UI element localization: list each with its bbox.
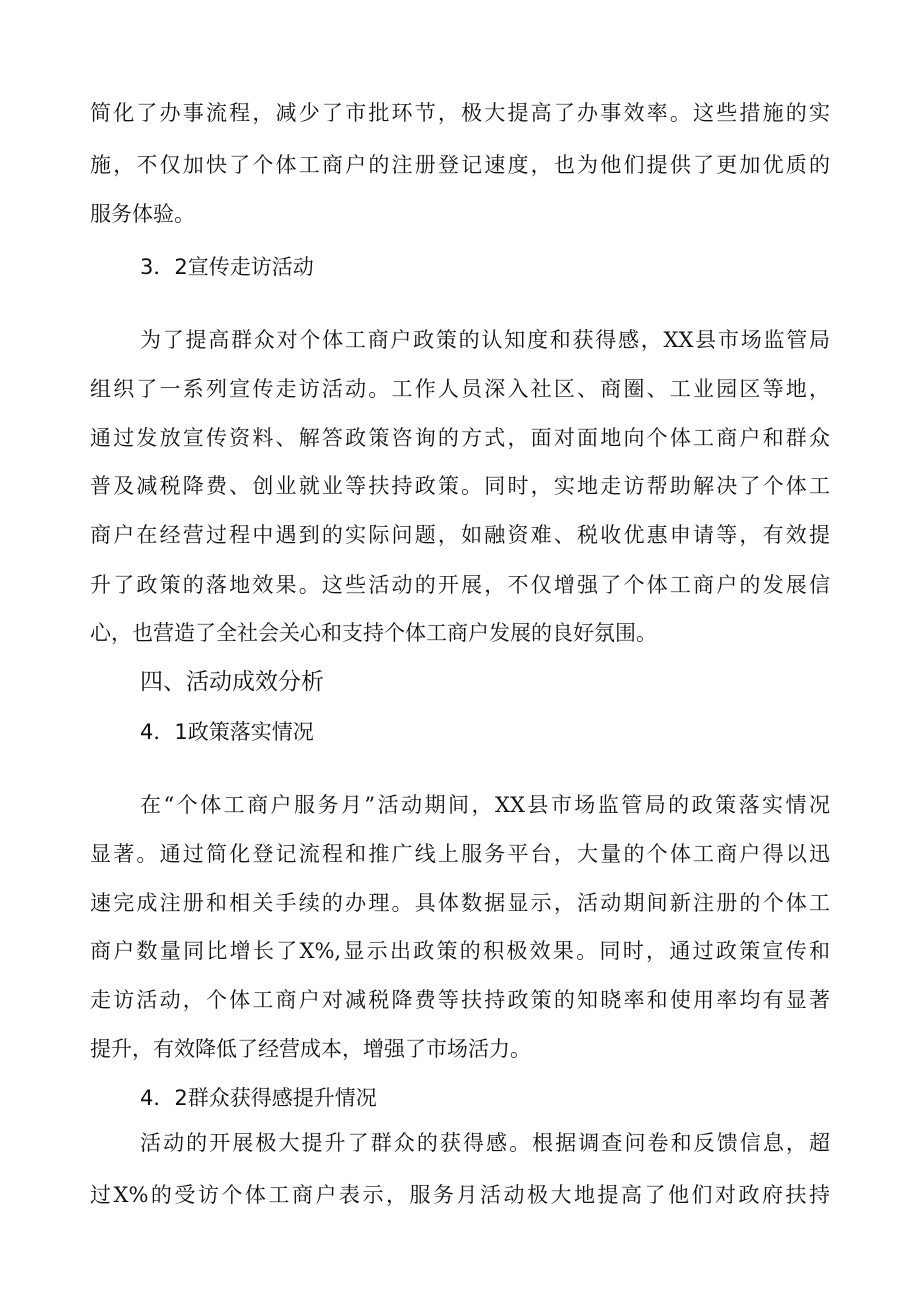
text-line: 商户在经营过程中遇到的实际问题，如融资难、税收优惠申请等，有效提 xyxy=(90,523,830,547)
text-line: 普及减税降费、创业就业等扶持政策。同时，实地走访帮助解决了个体工 xyxy=(90,474,830,498)
text-line: 显著。通过简化登记流程和推广线上服务平台，大量的个体工商户得以迅 xyxy=(90,842,830,866)
text-line: 为了提高群众对个体工商户政策的认知度和获得感，XX县市场监管局 xyxy=(140,328,830,352)
text-line: 在“个体工商户服务月”活动期间，XX县市场监管局的政策落实情况 xyxy=(140,793,830,817)
text-line: 提升，有效降低了经营成本，增强了市场活力。 xyxy=(90,1037,531,1061)
text-line: 施，不仅加快了个体工商户的注册登记速度，也为他们提供了更加优质的 xyxy=(90,153,830,177)
text-line: 速完成注册和相关手续的办理。具体数据显示，活动期间新注册的个体工 xyxy=(90,891,830,915)
text-line: 活动的开展极大提升了群众的获得感。根据调查问卷和反馈信息，超 xyxy=(140,1131,830,1155)
text-line: 走访活动，个体工商户对减税降费等扶持政策的知晓率和使用率均有显著 xyxy=(90,988,830,1012)
text-line: 升了政策的落地效果。这些活动的开展，不仅增强了个体工商户的发展信 xyxy=(90,573,830,597)
text-line: 简化了办事流程，减少了市批环节，极大提高了办事效率。这些措施的实 xyxy=(90,101,830,125)
text-line: 商户数量同比增长了X%,显示出政策的积极效果。同时，通过政策宣传和 xyxy=(90,939,830,963)
section-heading-4-1: 4．1政策落实情况 xyxy=(140,720,314,744)
section-heading-4-2: 4．2群众获得感提升情况 xyxy=(140,1086,377,1110)
text-line: 服务体验。 xyxy=(90,202,195,226)
section-heading-3-2: 3．2宣传走访活动 xyxy=(140,255,314,279)
text-line: 过X%的受访个体工商户表示，服务月活动极大地提高了他们对政府扶持 xyxy=(90,1183,830,1207)
text-line: 通过发放宣传资料、解答政策咨询的方式，面对面地向个体工商户和群众 xyxy=(90,426,830,450)
text-line: 心，也营造了全社会关心和支持个体工商户发展的良好氛围。 xyxy=(90,621,657,645)
section-heading-4: 四、活动成效分析 xyxy=(140,669,324,695)
text-line: 组织了一系列宣传走访活动。工作人员深入社区、商圈、工业园区等地， xyxy=(90,377,830,401)
